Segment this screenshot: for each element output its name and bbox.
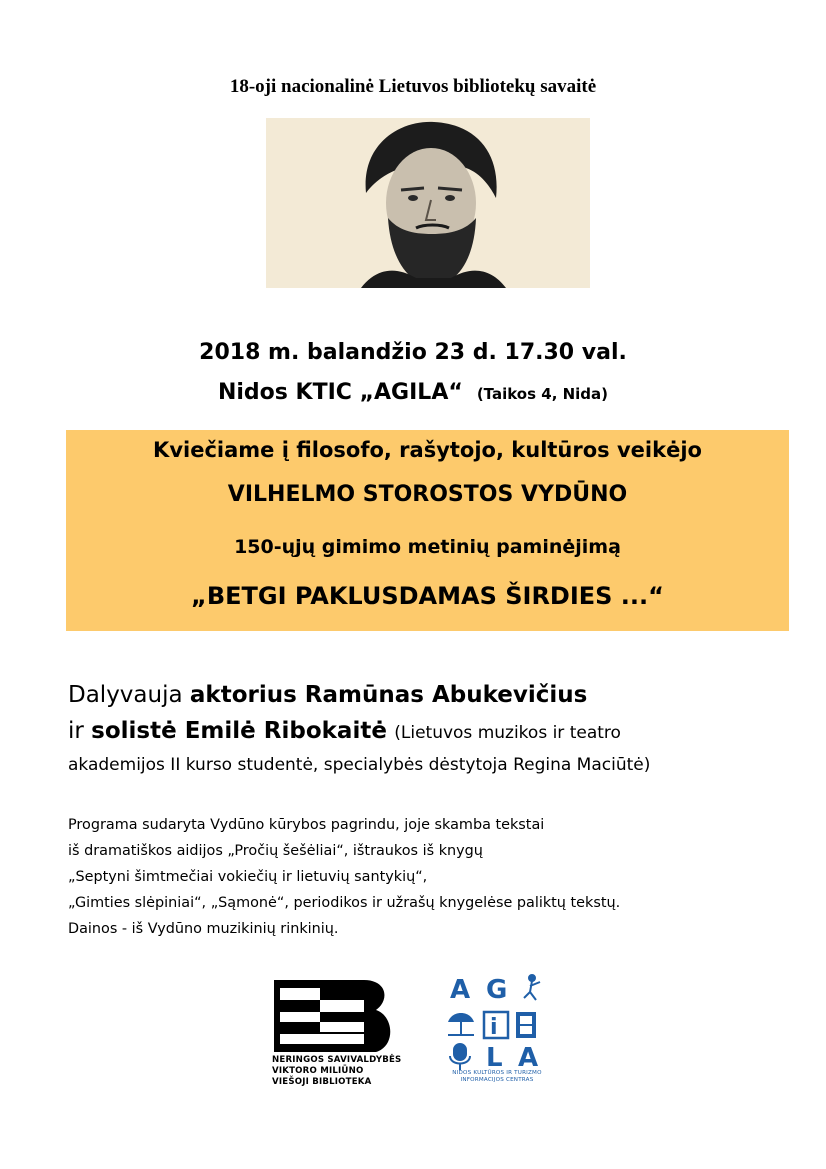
dancer-icon (524, 975, 540, 1000)
film-strip-icon (516, 1012, 536, 1038)
event-venue: Nidos KTIC „AGILA“ (217, 380, 463, 405)
beach-umbrella-icon (448, 1013, 474, 1036)
banner-line-name: VILHELMO STOROSTOS VYDŪNO (227, 482, 628, 507)
participant-soloist: solistė Emilė Ribokaitė (91, 718, 387, 744)
banner-line-anniversary: 150-ųjų gimimo metinių paminėjimą (234, 536, 621, 558)
invitation-banner (66, 430, 789, 631)
agila-letter-a2: A (518, 1043, 539, 1073)
library-name-line: VIEŠOJI BIBLIOTEKA (272, 1077, 372, 1087)
event-venue-line (0, 380, 826, 405)
event-address: (Taikos 4, Nida) (476, 385, 609, 403)
program-line: Dainos - iš Vydūno muzikinių rinkinių. (68, 921, 339, 937)
agila-caption-line: INFORMACIJOS CENTRAS (460, 1077, 534, 1083)
program-line: „Gimties slėpiniai“, „Sąmonė“, periodikos ir užrašų knygelėse paliktų tekstų. (68, 895, 621, 911)
agila-letter-i: i (490, 1015, 498, 1040)
program-line: Programa sudaryta Vydūno kūrybos pagrindu, joje skamba tekstai (68, 817, 545, 833)
banner-line-invite: Kviečiame į filosofo, rašytojo, kultūros veikėjo (153, 438, 702, 462)
program-line: iš dramatiškos aidijos „Pročių šešėliai“, ištraukos iš knygų (68, 843, 483, 859)
agila-letter-l: L (486, 1043, 503, 1073)
agila-letter-a: A (450, 975, 471, 1005)
participants-and: ir (68, 718, 92, 744)
soloist-note: (Lietuvos muzikos ir teatro (394, 723, 621, 743)
agila-caption (442, 1070, 552, 1084)
soloist-note-continued: akademijos II kurso studentė, specialybės dėstytoja Regina Maciūtė) (68, 755, 651, 775)
agila-caption-line: NIDOS KULTŪROS IR TURIZMO (452, 1070, 542, 1076)
library-name-line: NERINGOS SAVIVALDYBĖS (272, 1055, 402, 1065)
library-name-line: VIKTORO MILIŪNO (272, 1066, 364, 1076)
program-description (68, 812, 808, 942)
page-header: 18-oji nacionalinė Lietuvos bibliotekų savaitė (229, 76, 597, 97)
agila-letter-g: G (486, 975, 508, 1005)
participants-block (68, 677, 808, 779)
participants-intro: Dalyvauja (68, 682, 190, 708)
portrait-photo (266, 118, 590, 288)
program-line: „Septyni šimtmečiai vokiečių ir lietuvių santykių“, (68, 869, 428, 885)
microphone-icon (450, 1044, 470, 1070)
event-date-time: 2018 m. balandžio 23 d. 17.30 val. (199, 340, 627, 365)
participant-actor: aktorius Ramūnas Abukevičius (189, 682, 588, 708)
library-name (272, 1055, 401, 1088)
banner-line-title: „BETGI PAKLUSDAMAS ŠIRDIES ...“ (191, 582, 664, 610)
